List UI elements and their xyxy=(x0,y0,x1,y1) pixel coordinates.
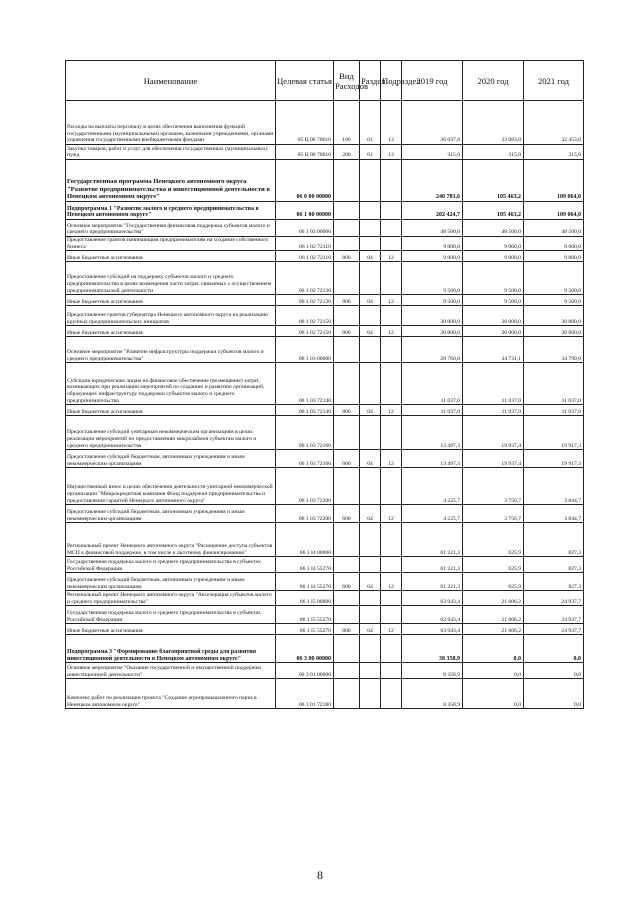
row-code: 06 1 02 72110 xyxy=(276,237,334,251)
row-value-2021: 30 000,0 xyxy=(524,326,584,337)
table-row xyxy=(66,635,584,663)
row-expense-type: 800 xyxy=(334,624,360,635)
row-expense-type: 600 xyxy=(334,505,360,523)
row-value-2020: 11 037,0 xyxy=(463,405,524,416)
row-name: Предоставление субсидий бюджетным, автономным учреждениям и иным некоммерческим организациям xyxy=(66,450,276,468)
row-expense-type xyxy=(334,262,360,295)
row-value-2020: 19 937,4 xyxy=(463,450,524,468)
table-row xyxy=(66,591,584,606)
row-value-2019: 61 221,3 xyxy=(402,523,463,557)
row-value-2019: 9 500,0 xyxy=(402,262,463,295)
row-value-2019: 4 225,7 xyxy=(402,505,463,523)
row-code: 06 1 I4 55270 xyxy=(276,573,334,591)
row-name: Предоставление субсидий на поддержку субъектов малого и среднего предпринимательства в целях возмещения части затрат, связанных с осуществлением предпринимательской деятельности xyxy=(66,262,276,295)
row-value-2020: 11 037,0 xyxy=(463,363,524,405)
table-row xyxy=(66,505,584,523)
row-value-2019: 13 497,3 xyxy=(402,450,463,468)
row-value-2020: 30 000,0 xyxy=(463,306,524,326)
row-value-2020: 625,9 xyxy=(463,557,524,573)
row-code: 06 1 03 72200 xyxy=(276,468,334,505)
table-row xyxy=(66,101,584,145)
row-value-2019: 28 760,0 xyxy=(402,337,463,363)
row-code: 06 3 01 72180 xyxy=(276,679,334,709)
row-code: 06 1 03 72140 xyxy=(276,405,334,416)
table-row xyxy=(66,202,584,220)
table-row xyxy=(66,405,584,416)
row-subsection xyxy=(381,557,402,573)
row-code: 06 1 02 72130 xyxy=(276,295,334,306)
row-section: 04 xyxy=(360,251,381,262)
row-subsection xyxy=(381,337,402,363)
row-section xyxy=(360,363,381,405)
row-expense-type xyxy=(334,202,360,220)
row-section xyxy=(360,337,381,363)
row-value-2019: 48 500,0 xyxy=(402,220,463,237)
row-expense-type xyxy=(334,557,360,573)
row-subsection xyxy=(381,416,402,450)
row-subsection: 12 xyxy=(381,295,402,306)
row-value-2019: 240 783,6 xyxy=(402,160,463,202)
row-value-2021: 9 500,0 xyxy=(524,262,584,295)
row-code: 06 1 03 72140 xyxy=(276,363,334,405)
row-expense-type xyxy=(334,306,360,326)
row-value-2020: 3 756,7 xyxy=(463,468,524,505)
row-name: Государственная поддержка малого и среднего предпринимательства в субъектах Российской Федерации xyxy=(66,606,276,624)
row-subsection xyxy=(381,202,402,220)
row-value-2020: 21 606,2 xyxy=(463,591,524,606)
row-value-2021: 109 064,0 xyxy=(524,160,584,202)
row-expense-type xyxy=(334,523,360,557)
row-expense-type: 800 xyxy=(334,295,360,306)
row-value-2021: 9 500,0 xyxy=(524,295,584,306)
row-code: 06 1 03 72200 xyxy=(276,505,334,523)
table-row xyxy=(66,145,584,160)
row-code: 05 Ц 00 70010 xyxy=(276,101,334,145)
row-name: Иные бюджетные ассигнования xyxy=(66,326,276,337)
row-name: Государственная программа Ненецкого автономного округа "Развитие предпринимательства и инвестиционной деятельности в Ненецком автономном округе" xyxy=(66,160,276,202)
header-2020: 2020 год xyxy=(463,61,524,101)
row-subsection xyxy=(381,237,402,251)
row-subsection xyxy=(381,363,402,405)
row-expense-type xyxy=(334,220,360,237)
table-row xyxy=(66,363,584,405)
row-section xyxy=(360,468,381,505)
row-value-2020: 0,0 xyxy=(463,663,524,679)
row-section xyxy=(360,557,381,573)
row-value-2019: 13 497,3 xyxy=(402,416,463,450)
row-code: 06 1 03 72160 xyxy=(276,450,334,468)
row-subsection xyxy=(381,523,402,557)
row-value-2019: 30 000,0 xyxy=(402,306,463,326)
row-subsection: 12 xyxy=(381,573,402,591)
row-value-2020: 9 500,0 xyxy=(463,262,524,295)
row-name: Предоставление грантов губернатора Ненецкого автономного округа на реализацию крупных предпринимательских инициатив xyxy=(66,306,276,326)
row-name: Иные бюджетные ассигнования xyxy=(66,251,276,262)
table-header-row xyxy=(66,61,584,101)
row-code: 06 1 02 72150 xyxy=(276,306,334,326)
row-value-2019: 315,0 xyxy=(402,145,463,160)
row-value-2020: 105 463,2 xyxy=(463,160,524,202)
row-value-2021: 11 037,0 xyxy=(524,405,584,416)
row-value-2021: 11 037,0 xyxy=(524,363,584,405)
table-row xyxy=(66,237,584,251)
row-value-2020: 105 463,2 xyxy=(463,202,524,220)
row-section xyxy=(360,663,381,679)
row-subsection: 12 xyxy=(381,505,402,523)
row-subsection: 12 xyxy=(381,450,402,468)
row-value-2021: 34 799,0 xyxy=(524,337,584,363)
row-expense-type xyxy=(334,160,360,202)
row-code: 06 1 03 00000 xyxy=(276,337,334,363)
table-row xyxy=(66,160,584,202)
row-expense-type xyxy=(334,591,360,606)
table-row xyxy=(66,262,584,295)
row-name: Основное мероприятие "Государственная финансовая поддержка субъектов малого и среднего предпринимательства" xyxy=(66,220,276,237)
row-value-2021: 827,3 xyxy=(524,557,584,573)
row-name: Подпрограмма 3 "Формирование благоприятной среды для развития инвестиционной деятельности в Ненецком автономном округе" xyxy=(66,635,276,663)
row-value-2019: 63 943,4 xyxy=(402,591,463,606)
row-code: 06 3 00 00000 xyxy=(276,635,334,663)
row-name: Основное мероприятие "Развитие инфраструктуры поддержки субъектов малого и среднего предпринимательства" xyxy=(66,337,276,363)
header-expense-type: Вид Расходов xyxy=(334,61,360,101)
row-section xyxy=(360,523,381,557)
row-code: 06 1 I5 00000 xyxy=(276,591,334,606)
row-name: Предоставление субсидий бюджетным, автономным учреждениям и иным некоммерческим организациям xyxy=(66,505,276,523)
row-value-2021: 3 844,7 xyxy=(524,505,584,523)
row-value-2021: 0,0 xyxy=(524,679,584,709)
row-value-2021: 0,0 xyxy=(524,663,584,679)
row-value-2020: 9 000,0 xyxy=(463,251,524,262)
table-row xyxy=(66,468,584,505)
row-section xyxy=(360,202,381,220)
row-subsection xyxy=(381,160,402,202)
row-name: Иные бюджетные ассигнования xyxy=(66,624,276,635)
row-value-2019: 8 358,9 xyxy=(402,663,463,679)
row-value-2021: 9 000,0 xyxy=(524,251,584,262)
table-row xyxy=(66,306,584,326)
row-name: Иные бюджетные ассигнования xyxy=(66,405,276,416)
row-value-2021: 9 000,0 xyxy=(524,237,584,251)
row-value-2020: 21 606,2 xyxy=(463,624,524,635)
row-subsection: 13 xyxy=(381,145,402,160)
row-value-2019: 4 225,7 xyxy=(402,468,463,505)
row-subsection xyxy=(381,635,402,663)
row-value-2019: 63 943,4 xyxy=(402,624,463,635)
header-subsection: Подраздел xyxy=(381,61,402,101)
row-value-2019: 9 500,0 xyxy=(402,295,463,306)
page-number: 8 xyxy=(317,868,323,882)
row-section xyxy=(360,679,381,709)
row-name: Предоставление грантов начинающим предпринимателям на создание собственного бизнеса xyxy=(66,237,276,251)
row-value-2020: 34 731,1 xyxy=(463,337,524,363)
row-value-2020: 30 000,0 xyxy=(463,326,524,337)
table-row xyxy=(66,251,584,262)
row-value-2019: 61 221,3 xyxy=(402,573,463,591)
row-value-2021: 24 937,7 xyxy=(524,591,584,606)
row-section xyxy=(360,160,381,202)
row-expense-type: 800 xyxy=(334,326,360,337)
row-value-2019: 30 000,0 xyxy=(402,326,463,337)
row-section: 04 xyxy=(360,450,381,468)
row-value-2019: 61 221,3 xyxy=(402,557,463,573)
row-subsection: 13 xyxy=(381,101,402,145)
row-value-2021: 109 064,0 xyxy=(524,202,584,220)
row-subsection xyxy=(381,663,402,679)
row-name: Имущественный взнос в целях обеспечения деятельности унитарной некоммерческой организации "Микрокредитная компания Фонд поддержки предпринимательства и предоставления гарантий Ненецкого автономного округа" xyxy=(66,468,276,505)
row-section: 01 xyxy=(360,145,381,160)
row-subsection xyxy=(381,220,402,237)
row-value-2021: 30 000,0 xyxy=(524,306,584,326)
row-value-2021: 48 500,0 xyxy=(524,220,584,237)
row-value-2021: 32 453,0 xyxy=(524,101,584,145)
row-expense-type xyxy=(334,663,360,679)
row-value-2019: 8 358,9 xyxy=(402,679,463,709)
table-row xyxy=(66,606,584,624)
row-name: Основное мероприятие "Оказание государственной и имущественной поддержки инвестиционной деятельности" xyxy=(66,663,276,679)
row-section: 04 xyxy=(360,405,381,416)
row-code: 06 1 I4 00000 xyxy=(276,523,334,557)
row-expense-type: 600 xyxy=(334,573,360,591)
row-expense-type xyxy=(334,606,360,624)
row-name: Государственная поддержка малого и среднего предпринимательства в субъектах Российской Федерации xyxy=(66,557,276,573)
row-value-2021: 3 844,7 xyxy=(524,468,584,505)
row-subsection xyxy=(381,468,402,505)
row-section xyxy=(360,606,381,624)
row-name: Субсидии юридическим лицам на финансовое обеспечение (возмещение) затрат, возникающих при реализации мероприятий по созданию и развитию организаций, образующих инфраструктуру поддержки субъектов малого и среднего предпринимательства xyxy=(66,363,276,405)
row-value-2020: 315,0 xyxy=(463,145,524,160)
row-name: Предоставление субсидий бюджетным, автономным учреждениям и иным некоммерческим организациям xyxy=(66,573,276,591)
row-expense-type: 200 xyxy=(334,145,360,160)
row-value-2020: 19 937,4 xyxy=(463,416,524,450)
row-section xyxy=(360,416,381,450)
row-expense-type xyxy=(334,416,360,450)
row-section xyxy=(360,220,381,237)
row-code: 06 3 01 00000 xyxy=(276,663,334,679)
table-row xyxy=(66,679,584,709)
row-code: 06 1 00 00000 xyxy=(276,202,334,220)
table-row xyxy=(66,295,584,306)
row-code: 06 1 I5 55270 xyxy=(276,624,334,635)
row-subsection: 12 xyxy=(381,251,402,262)
table-row xyxy=(66,416,584,450)
header-name: Наименование xyxy=(66,61,276,101)
row-value-2020: 625,9 xyxy=(463,573,524,591)
row-value-2021: 0,0 xyxy=(524,635,584,663)
row-section xyxy=(360,237,381,251)
table-row xyxy=(66,220,584,237)
table-row xyxy=(66,337,584,363)
row-expense-type xyxy=(334,679,360,709)
row-code: 05 Ц 00 70010 xyxy=(276,145,334,160)
row-expense-type xyxy=(334,363,360,405)
row-value-2019: 11 037,0 xyxy=(402,405,463,416)
row-section xyxy=(360,591,381,606)
row-name: Подпрограмма 1 "Развитие малого и среднего предпринимательства в Ненецком автономном округе" xyxy=(66,202,276,220)
row-value-2021: 24 937,7 xyxy=(524,624,584,635)
row-expense-type: 800 xyxy=(334,251,360,262)
row-section: 04 xyxy=(360,505,381,523)
row-code: 06 1 03 72160 xyxy=(276,416,334,450)
row-expense-type: 800 xyxy=(334,405,360,416)
table-row xyxy=(66,663,584,679)
row-expense-type xyxy=(334,468,360,505)
row-section xyxy=(360,306,381,326)
row-value-2020: 3 756,7 xyxy=(463,505,524,523)
row-value-2019: 63 943,4 xyxy=(402,606,463,624)
row-name: Комплекс работ по реализации проекта "Создание агропромышленного парка в Ненецком автономном округе" xyxy=(66,679,276,709)
table-row xyxy=(66,450,584,468)
table-row xyxy=(66,624,584,635)
row-name: Региональный проект Ненецкого автономного округа "Акселерация субъектов малого и среднего предпринимательства" xyxy=(66,591,276,606)
row-value-2021: 19 917,3 xyxy=(524,450,584,468)
row-section xyxy=(360,262,381,295)
table-row xyxy=(66,573,584,591)
row-code: 06 1 I5 55270 xyxy=(276,606,334,624)
row-subsection xyxy=(381,591,402,606)
row-code: 06 0 00 00000 xyxy=(276,160,334,202)
header-2021: 2021 год xyxy=(524,61,584,101)
row-name: Расходы на выплаты персоналу в целях обеспечения выполнения функций государственными (муниципальными) органами, казенными учреждениями, органами управления государственными внебюджетными фондами xyxy=(66,101,276,145)
row-value-2021: 827,3 xyxy=(524,523,584,557)
row-section: 04 xyxy=(360,573,381,591)
row-value-2019: 9 000,0 xyxy=(402,237,463,251)
row-expense-type: 600 xyxy=(334,450,360,468)
row-section: 04 xyxy=(360,295,381,306)
row-value-2021: 24 937,7 xyxy=(524,606,584,624)
header-target: Целевая статья xyxy=(276,61,334,101)
row-code: 06 1 02 72110 xyxy=(276,251,334,262)
table-body xyxy=(66,101,584,709)
row-subsection xyxy=(381,606,402,624)
row-section xyxy=(360,635,381,663)
row-value-2020: 21 606,2 xyxy=(463,606,524,624)
row-subsection: 12 xyxy=(381,624,402,635)
row-code: 06 1 02 72130 xyxy=(276,262,334,295)
row-value-2021: 827,3 xyxy=(524,573,584,591)
row-value-2021: 315,0 xyxy=(524,145,584,160)
row-value-2019: 202 424,7 xyxy=(402,202,463,220)
header-2019: 2019 год xyxy=(402,61,463,101)
row-value-2019: 9 000,0 xyxy=(402,251,463,262)
table-row xyxy=(66,523,584,557)
row-value-2021: 19 917,3 xyxy=(524,416,584,450)
row-code: 06 1 I4 55270 xyxy=(276,557,334,573)
row-value-2020: 0,0 xyxy=(463,635,524,663)
row-value-2020: 625,9 xyxy=(463,523,524,557)
row-code: 06 1 02 00000 xyxy=(276,220,334,237)
row-section: 04 xyxy=(360,624,381,635)
row-name: Закупка товаров, работ и услуг для обеспечения государственных (муниципальных) нужд xyxy=(66,145,276,160)
row-value-2019: 36 037,8 xyxy=(402,101,463,145)
row-value-2020: 0,0 xyxy=(463,679,524,709)
row-section: 04 xyxy=(360,326,381,337)
row-section: 01 xyxy=(360,101,381,145)
row-expense-type: 100 xyxy=(334,101,360,145)
row-value-2019: 11 037,0 xyxy=(402,363,463,405)
row-subsection xyxy=(381,306,402,326)
row-name: Предоставление субсидий унитарным некоммерческим организациям в целях реализации мероприятий по предоставлению микрозаймов субъектам малого и среднего предпринимательства xyxy=(66,416,276,450)
table-row xyxy=(66,326,584,337)
row-expense-type xyxy=(334,337,360,363)
row-expense-type xyxy=(334,237,360,251)
row-code: 06 1 02 72150 xyxy=(276,326,334,337)
row-subsection: 12 xyxy=(381,405,402,416)
row-value-2020: 9 500,0 xyxy=(463,295,524,306)
budget-table xyxy=(65,60,584,709)
row-value-2020: 9 000,0 xyxy=(463,237,524,251)
row-value-2020: 33 083,0 xyxy=(463,101,524,145)
row-value-2019: 38 358,9 xyxy=(402,635,463,663)
row-name: Региональный проект Ненецкого автономного округа "Расширение доступа субъектов МСП к финансовой поддержке, в том числе к льготному финансированию" xyxy=(66,523,276,557)
row-subsection xyxy=(381,262,402,295)
table-row xyxy=(66,557,584,573)
budget-table-sheet xyxy=(65,60,583,709)
row-name: Иные бюджетные ассигнования xyxy=(66,295,276,306)
row-expense-type xyxy=(334,635,360,663)
row-subsection: 12 xyxy=(381,326,402,337)
header-section: Раздел xyxy=(360,61,381,101)
row-value-2020: 48 500,0 xyxy=(463,220,524,237)
row-subsection xyxy=(381,679,402,709)
